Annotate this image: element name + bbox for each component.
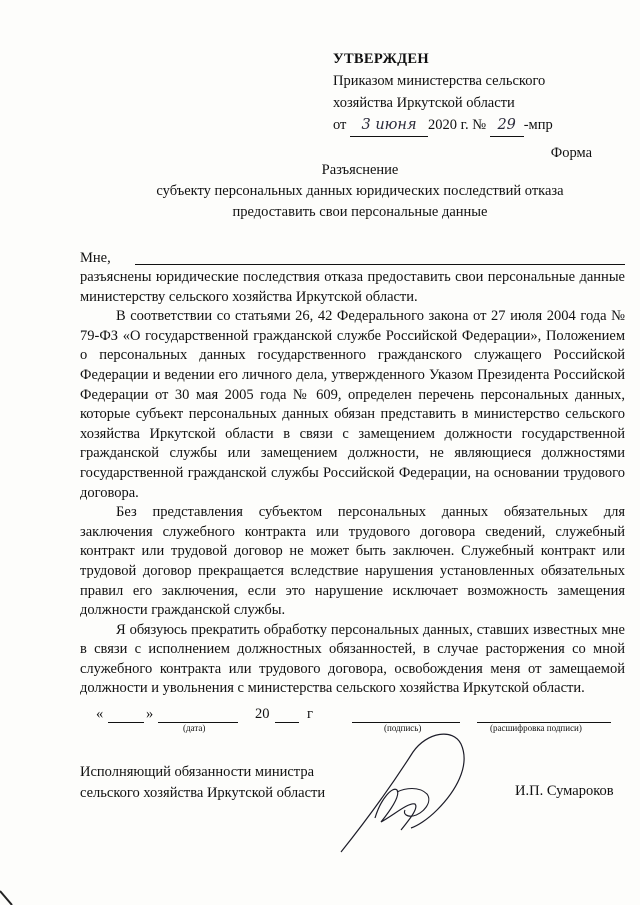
heading-line-3: предоставить свои персональные данные	[232, 204, 488, 220]
signer-position-1: Исполняющий обязанности министра	[80, 764, 315, 780]
approval-suffix: -мпр	[523, 117, 553, 133]
name-fill-line	[135, 264, 625, 265]
signer-position-2: сельского хозяйства Иркутской области	[80, 785, 326, 801]
day-fill-line	[108, 722, 144, 723]
approval-line-1: Приказом министерства сельского	[333, 73, 546, 89]
approval-date-handwritten: 3 июня	[350, 114, 428, 137]
approval-line-2: хозяйства Иркутской области	[333, 95, 515, 111]
approval-number-handwritten: 29	[490, 114, 524, 137]
body-text	[80, 268, 625, 699]
heading-line-1: Разъяснение	[321, 162, 399, 178]
approval-block	[333, 48, 553, 137]
approval-year: 2020 г. №	[428, 117, 487, 133]
decode-caption: (расшифровка подписи)	[490, 723, 582, 733]
year-fill-line	[275, 722, 299, 723]
paragraph-2: В соответствии со статьями 26, 42 Федерального закона от 27 июля 2004 года № 79-ФЗ «О государственной гражданской службе Российской Федерации», Положением о персональных данных государственного гражданского служащего Российской Федерации и ведении его личного дела, утвержденного Указом Президента Российской Федерации от 30 мая 2005 года № 609, определен перечень персональных данных, которые субъект персональных данных обязан представить в министерство сельского хозяйства Иркутской области в связи с замещением должности государственной гражданской службы или замещением должности, не являющиеся должностями государственной гражданской службы Российской Федерации, на основании трудового договора.	[80, 308, 625, 501]
approval-date-line	[333, 114, 553, 137]
approval-title: УТВЕРЖДЕН	[333, 51, 429, 67]
mne-label: Мне,	[80, 250, 111, 266]
heading-line-2: субъекту персональных данных юридических последствий отказа	[156, 183, 564, 199]
date-caption: (дата)	[183, 723, 206, 733]
year-suffix: г	[307, 706, 313, 722]
open-quote: «	[96, 706, 104, 722]
scan-corner-mark	[0, 885, 20, 905]
paragraph-3: Без представления субъектом персональных данных обязательных для заключения служебного контракта или трудового договора сведений, служебный контракт или трудовой договор не может быть заключен. Служебный контракт или трудовой договор прекращается вследствие нарушения установленных обязательных правил его заключения, если это нарушение исключает возможность замещения должности гражданской службы.	[80, 504, 625, 619]
signer-block	[80, 762, 325, 804]
paragraph-1: разъяснены юридические последствия отказа предоставить свои персональные данные министерству сельского хозяйства Иркутской области.	[80, 269, 625, 305]
close-quote: »	[146, 706, 154, 722]
form-label: Форма	[550, 145, 592, 161]
document-heading	[80, 160, 640, 223]
signer-name: И.П. Сумароков	[515, 783, 614, 799]
handwritten-signature	[335, 730, 475, 860]
paragraph-4: Я обязуюсь прекратить обработку персональных данных, ставших известных мне в связи с исполнением должностных обязанностей, в случае расторжения со мной служебного контракта или трудового договора, освобождения меня от замещаемой должности и увольнения с министерства сельского хозяйства Иркутской области.	[80, 621, 625, 697]
approval-prefix: от	[333, 117, 347, 133]
year-prefix: 20	[255, 706, 270, 722]
signature-caption: (подпись)	[384, 723, 422, 733]
